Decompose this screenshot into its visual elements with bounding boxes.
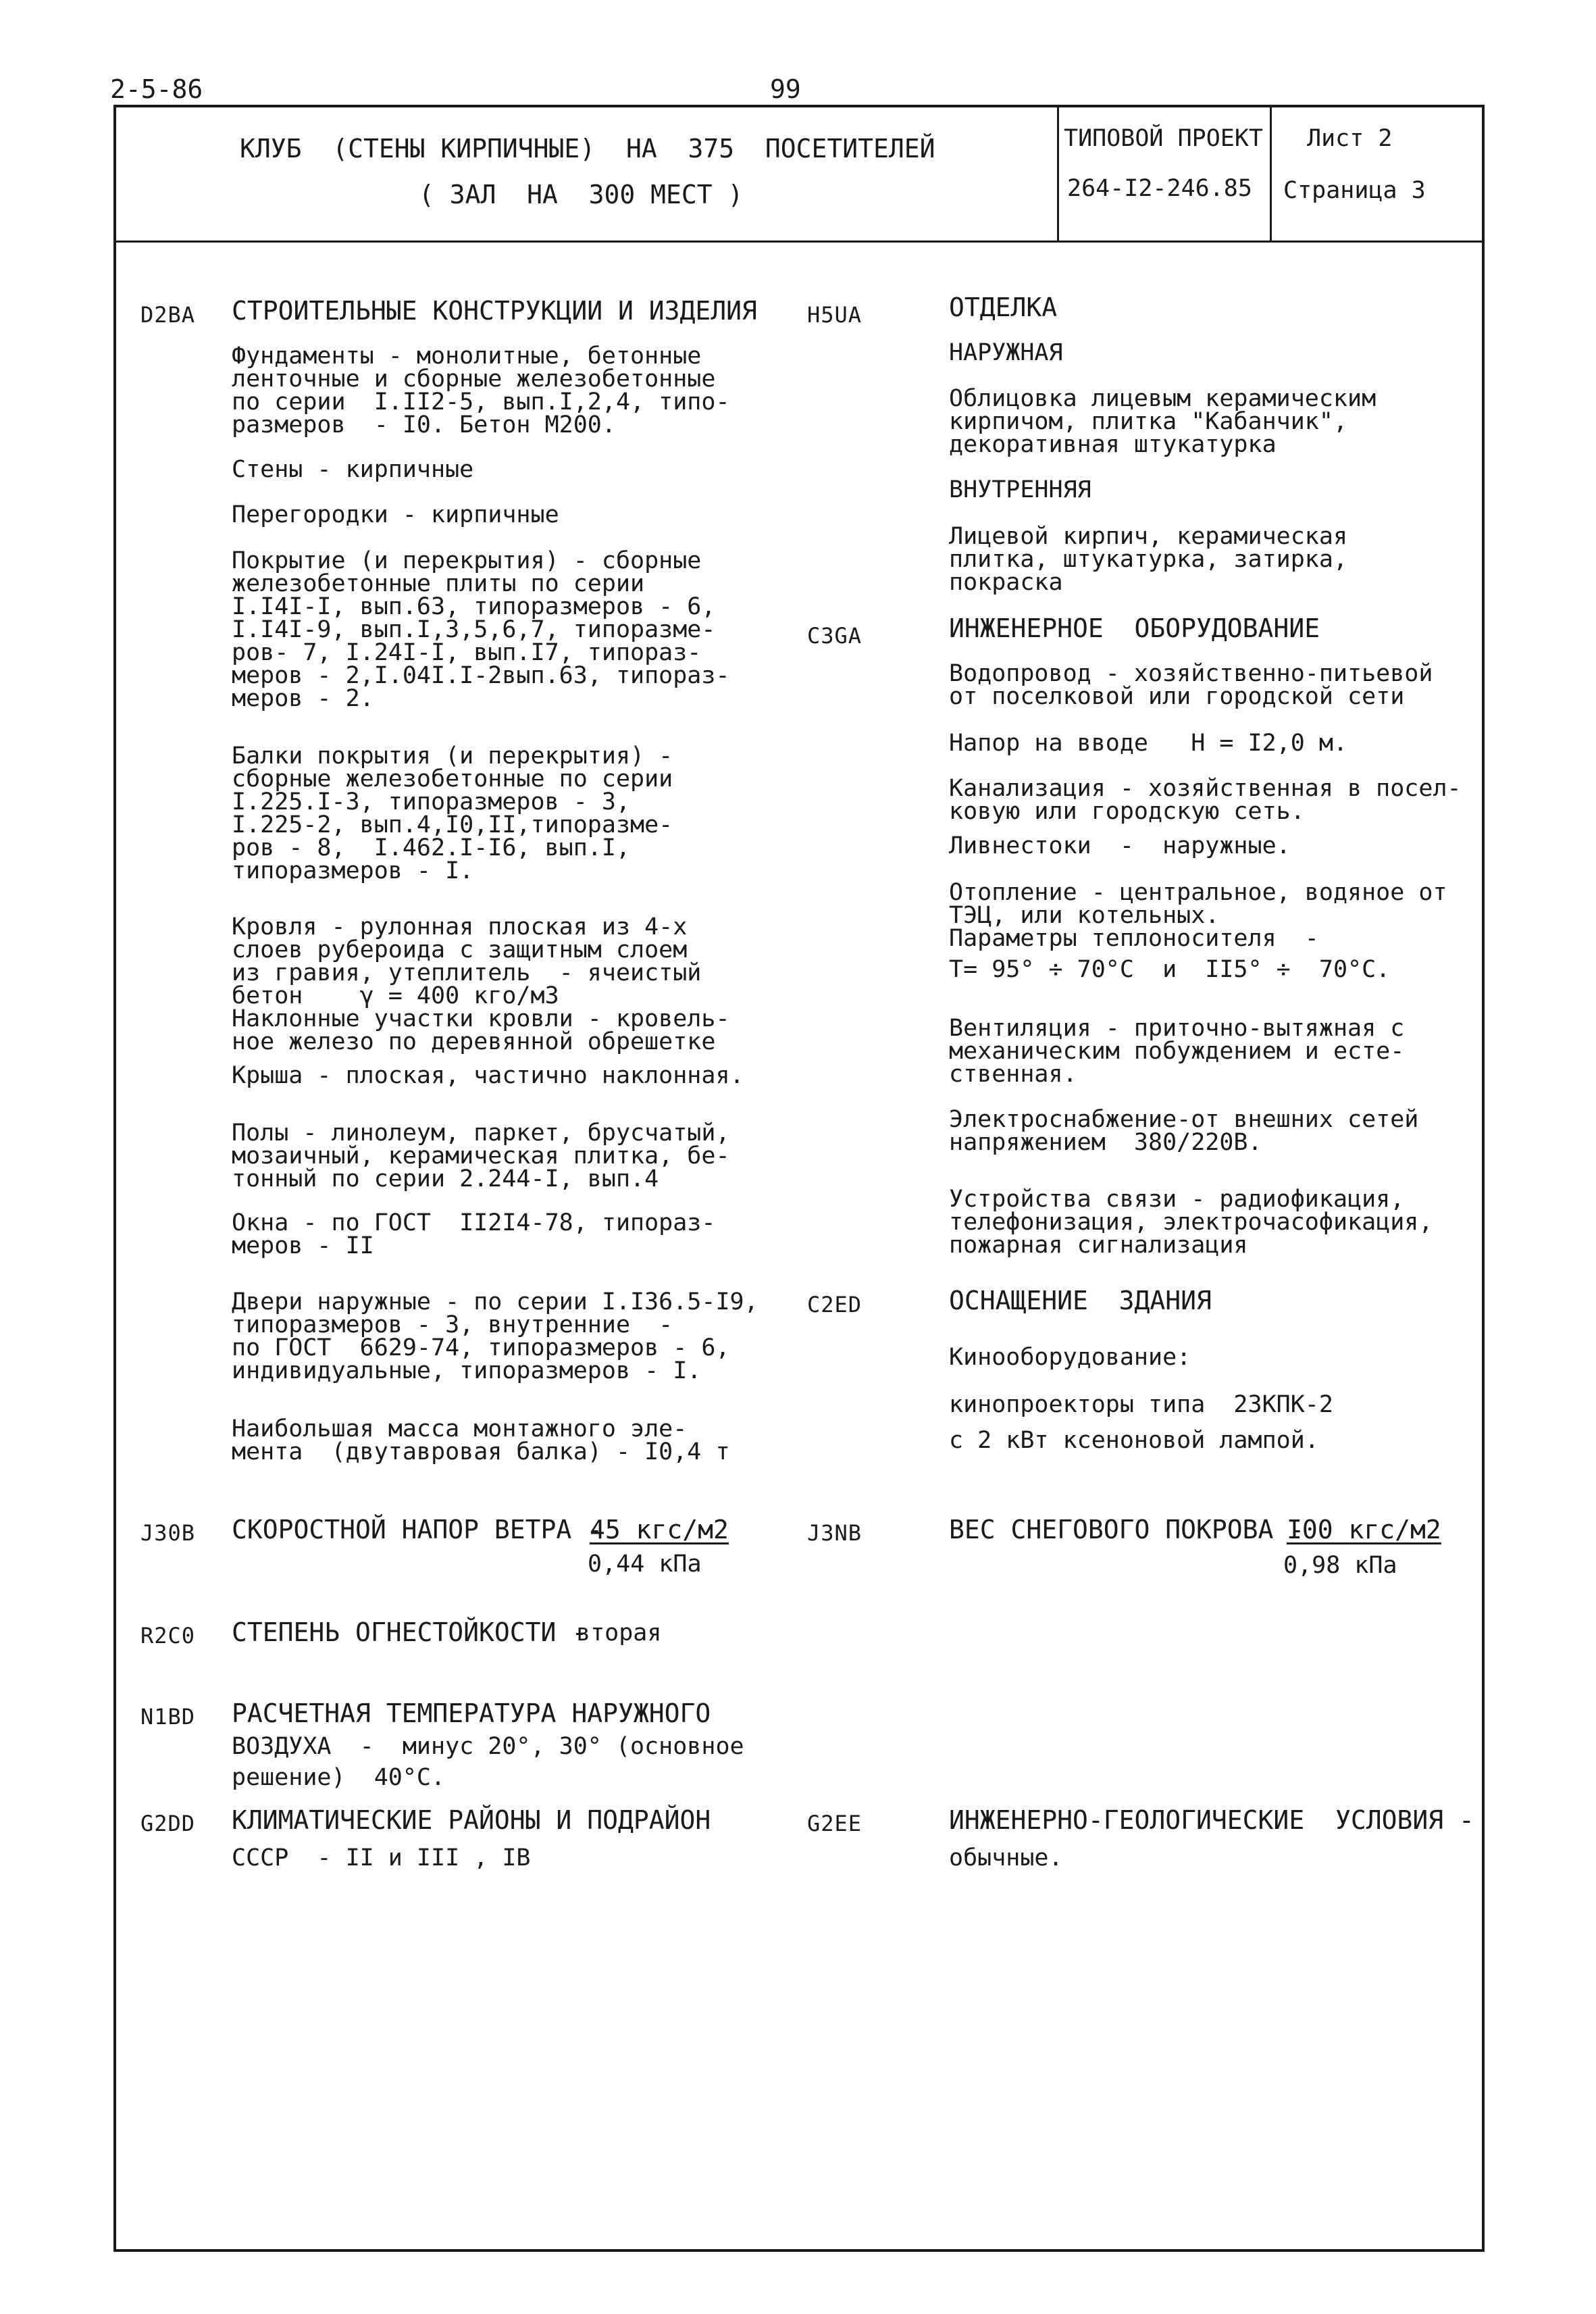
wind-pressure-value: 45 кгс/м2 bbox=[590, 1515, 729, 1544]
xenon-lamp-text: с 2 кВт ксеноновой лампой. bbox=[949, 1427, 1319, 1454]
page-number: 99 bbox=[770, 74, 801, 104]
document-subtitle: ( ЗАЛ НА 300 МЕСТ ) bbox=[419, 180, 744, 209]
project-label: ТИПОВОЙ ПРОЕКТ bbox=[1064, 125, 1264, 152]
snow-load-value: I00 кгс/м2 bbox=[1287, 1515, 1441, 1544]
header-col-divider-1 bbox=[1057, 105, 1059, 242]
frame-right bbox=[1482, 105, 1485, 2252]
exterior-finishing-text: Облицовка лицевым керамическим кирпичом, плитка "Кабанчик", декоративная штукатурка bbox=[949, 385, 1376, 458]
beams-text: Балки покрытия (и перекрытия) - сборные железобетонные по серии I.225.I-3, типоразмеров - 3, I.225-2, вып.4,I0,II,типоразме- ров - 8, I.462.I-I6, вып.I, типоразмеров - I. bbox=[232, 743, 673, 884]
projectors-text: кинопроекторы типа 23КПК-2 bbox=[949, 1391, 1333, 1418]
frame-bottom bbox=[113, 2249, 1485, 2252]
wind-pressure-value-kpa: 0,44 кПа bbox=[588, 1551, 702, 1578]
climate-regions-value: СССР - II и III , IB bbox=[232, 1844, 531, 1871]
code-c3ga: C3GA bbox=[807, 623, 863, 649]
frame-left bbox=[113, 105, 116, 2252]
roof-covering-text: Кровля - рулонная плоская из 4-х слоев рубероида с защитным слоем из гравия, утеплитель - ячеистый бетон γ = 400 кго/м3 Наклонные участки кровли - кровель- ное железо по деревянной обрешетке bbox=[232, 913, 730, 1055]
code-j3nb: J3NB bbox=[807, 1520, 863, 1546]
code-h5ua: H5UA bbox=[807, 302, 863, 328]
snow-load-title: ВЕС СНЕГОВОГО ПОКРОВА - bbox=[949, 1515, 1305, 1544]
outdoor-temp-line3: решение) 40°С. bbox=[232, 1764, 446, 1791]
geology-value: обычные. bbox=[949, 1844, 1063, 1871]
cinema-equipment-label: Кинооборудование: bbox=[949, 1344, 1191, 1371]
code-g2dd: G2DD bbox=[140, 1811, 196, 1836]
header-col-divider-2 bbox=[1270, 105, 1272, 242]
section-title-finishing: ОТДЕЛКА bbox=[949, 293, 1058, 322]
inlet-pressure-text: Напор на вводе H = I2,0 м. bbox=[949, 730, 1348, 757]
code-n1bd: N1BD bbox=[140, 1704, 196, 1730]
sheet-label: Лист 2 bbox=[1307, 125, 1393, 152]
water-supply-text: Водопровод - хозяйственно-питьевой от поселковой или городской сети bbox=[949, 660, 1433, 710]
document-title: КЛУБ (СТЕНЫ КИРПИЧНЫЕ) НА 375 ПОСЕТИТЕЛЕЙ bbox=[240, 134, 935, 164]
doors-text: Двери наружные - по серии I.I36.5-I9, типоразмеров - 3, внутренние - по ГОСТ 6629-74, типоразмеров - 6, индивидуальные, типоразмеров - I. bbox=[232, 1288, 758, 1384]
interior-subtitle: ВНУТРЕННЯЯ bbox=[949, 476, 1091, 503]
communications-text: Устройства связи - радиофикация, телефонизация, электрочасофикация, пожарная сигнализация bbox=[949, 1186, 1433, 1259]
foundations-text: Фундаменты - монолитные, бетонные ленточные и сборные железобетонные по серии I.II2-5, вып.I,2,4, типо- размеров - I0. Бетон М200. bbox=[232, 343, 730, 438]
project-number: 264-I2-246.85 bbox=[1067, 175, 1252, 202]
code-r2c0: R2C0 bbox=[140, 1623, 196, 1649]
walls-text: Стены - кирпичные bbox=[232, 456, 474, 483]
partitions-text: Перегородки - кирпичные bbox=[232, 501, 559, 528]
outdoor-temp-title: РАСЧЕТНАЯ ТЕМПЕРАТУРА НАРУЖНОГО bbox=[232, 1699, 711, 1728]
ventilation-text: Вентиляция - приточно-вытяжная с механическим побуждением и есте- ственная. bbox=[949, 1015, 1405, 1088]
windows-text: Окна - по ГОСТ II2I4-78, типораз- меров - II bbox=[232, 1209, 716, 1259]
section-title-constructions: СТРОИТЕЛЬНЫЕ КОНСТРУКЦИИ И ИЗДЕЛИЯ bbox=[232, 296, 757, 326]
code-d2ba: D2BA bbox=[140, 302, 196, 328]
climate-regions-title: КЛИМАТИЧЕСКИЕ РАЙОНЫ И ПОДРАЙОН bbox=[232, 1805, 711, 1835]
interior-finishing-text: Лицевой кирпич, керамическая плитка, штукатурка, затирка, покраска bbox=[949, 523, 1348, 596]
geology-title: ИНЖЕНЕРНО-ГЕОЛОГИЧЕСКИЕ УСЛОВИЯ - bbox=[949, 1805, 1474, 1835]
fire-resistance-title: СТЕПЕНЬ ОГНЕСТОЙКОСТИ - bbox=[232, 1617, 588, 1647]
frame-top bbox=[113, 105, 1485, 107]
header-divider bbox=[113, 241, 1485, 243]
series-code: 2-5-86 bbox=[110, 74, 203, 104]
code-c2ed: C2ED bbox=[807, 1292, 863, 1317]
wind-pressure-title: СКОРОСТНОЙ НАПОР ВЕТРА - bbox=[232, 1515, 603, 1544]
outdoor-temp-line2: ВОЗДУХА - минус 20°, 30° (основное bbox=[232, 1733, 744, 1760]
page-label: Страница 3 bbox=[1283, 177, 1426, 204]
floors-text: Полы - линолеум, паркет, брусчатый, мозаичный, керамическая плитка, бе- тонный по серии 2.244-I, вып.4 bbox=[232, 1120, 730, 1192]
storm-drains-text: Ливнестоки - наружные. bbox=[949, 832, 1291, 859]
roof-text: Крыша - плоская, частично наклонная. bbox=[232, 1062, 744, 1089]
snow-load-value-kpa: 0,98 кПа bbox=[1283, 1552, 1397, 1579]
sewerage-text: Канализация - хозяйственная в посел- ковую или городскую сеть. bbox=[949, 775, 1462, 825]
section-title-engineering: ИНЖЕНЕРНОЕ ОБОРУДОВАНИЕ bbox=[949, 613, 1320, 643]
section-title-equipment: ОСНАЩЕНИЕ ЗДАНИЯ bbox=[949, 1286, 1212, 1315]
fire-resistance-value: вторая bbox=[576, 1619, 662, 1646]
max-mass-text: Наибольшая масса монтажного эле- мента (двутавровая балка) - I0,4 т bbox=[232, 1415, 730, 1465]
heat-carrier-params: T= 95° ÷ 70°С и II5° ÷ 70°С. bbox=[949, 956, 1391, 983]
heating-text: Отопление - центральное, водяное от ТЭЦ, или котельных. Параметры теплоносителя - bbox=[949, 879, 1447, 952]
exterior-subtitle: НАРУЖНАЯ bbox=[949, 339, 1063, 366]
roofing-slabs-text: Покрытие (и перекрытия) - сборные железобетонные плиты по серии I.I4I-I, вып.63, типоразмеров - 6, I.I4I-9, вып.I,3,5,6,7, типоразме- ров- 7, I.24I-I, вып.I7, типораз- меров - 2,I.04I.I-2вып.63, типораз- меров - 2. bbox=[232, 547, 730, 712]
code-g2ee: G2EE bbox=[807, 1811, 863, 1836]
code-j30b: J30B bbox=[140, 1520, 196, 1546]
power-supply-text: Электроснабжение-от внешних сетей напряжением 380/220В. bbox=[949, 1106, 1419, 1156]
